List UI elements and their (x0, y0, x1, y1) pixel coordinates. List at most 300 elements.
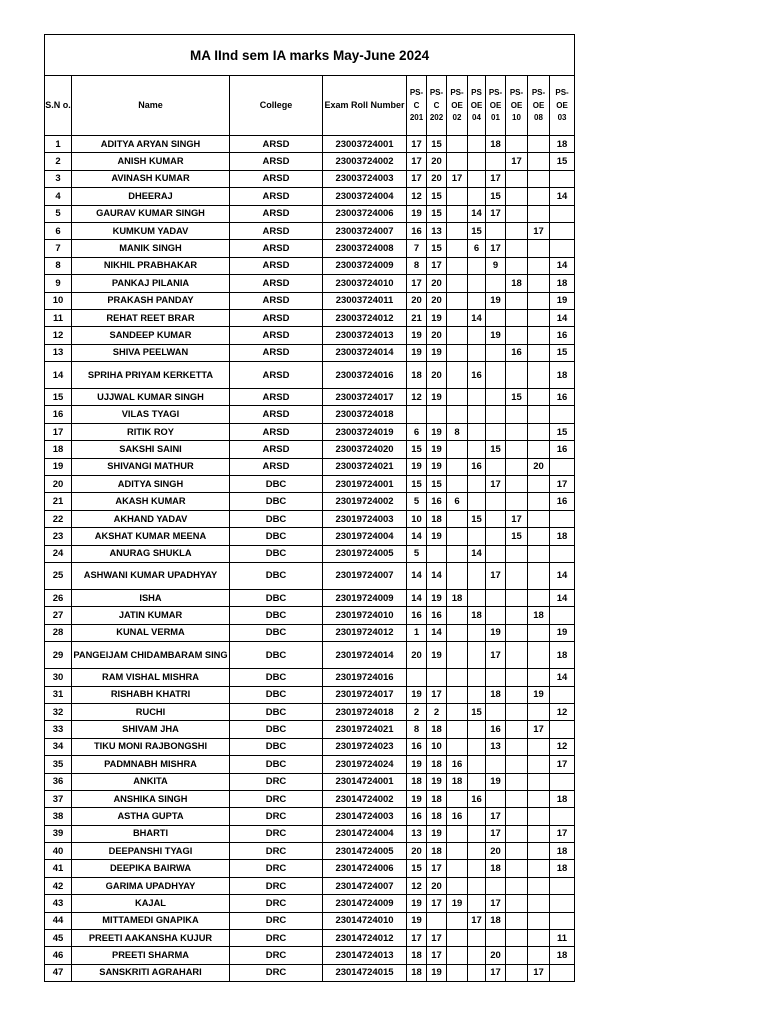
cell-sn: 32 (45, 703, 72, 720)
cell-mark (447, 562, 468, 589)
cell-mark (506, 703, 528, 720)
cell-sn: 45 (45, 930, 72, 947)
cell-sn: 15 (45, 389, 72, 406)
cell-mark (447, 930, 468, 947)
cell-mark (506, 136, 528, 153)
cell-college: ARSD (230, 327, 323, 344)
cell-mark (468, 423, 486, 440)
cell-college: DRC (230, 825, 323, 842)
table-row (45, 790, 575, 807)
cell-mark (506, 843, 528, 860)
cell-name: ASHWANI KUMAR UPADHYAY (72, 562, 230, 589)
cell-mark (427, 545, 447, 562)
cell-roll: 23019724003 (323, 510, 407, 527)
cell-mark: 20 (427, 327, 447, 344)
cell-sn: 38 (45, 808, 72, 825)
cell-mark: 20 (427, 292, 447, 309)
cell-sn: 41 (45, 860, 72, 877)
cell-mark (447, 309, 468, 326)
cell-mark (447, 642, 468, 669)
cell-mark: 20 (528, 458, 550, 475)
cell-mark (506, 441, 528, 458)
cell-mark: 17 (427, 947, 447, 964)
cell-mark (468, 406, 486, 423)
cell-name: SANDEEP KUMAR (72, 327, 230, 344)
cell-mark (468, 930, 486, 947)
cell-mark: 20 (427, 170, 447, 187)
cell-mark: 17 (550, 825, 575, 842)
cell-mark: 12 (550, 738, 575, 755)
header-subject-part: OE (489, 100, 502, 110)
cell-mark: 19 (550, 292, 575, 309)
cell-mark: 16 (407, 222, 427, 239)
cell-sn: 36 (45, 773, 72, 790)
header-name: Name (72, 76, 230, 136)
cell-mark: 17 (486, 642, 506, 669)
cell-mark (468, 686, 486, 703)
cell-mark (468, 344, 486, 361)
cell-sn: 9 (45, 275, 72, 292)
cell-mark: 18 (427, 843, 447, 860)
cell-mark (528, 292, 550, 309)
table-row (45, 607, 575, 624)
cell-name: PREETI SHARMA (72, 947, 230, 964)
cell-mark (528, 825, 550, 842)
cell-college: ARSD (230, 205, 323, 222)
cell-mark (447, 877, 468, 894)
cell-mark: 14 (550, 257, 575, 274)
header-subject-part: PS- (509, 88, 524, 98)
table-row (45, 389, 575, 406)
table-row (45, 362, 575, 389)
cell-mark (468, 476, 486, 493)
cell-roll: 23019724001 (323, 476, 407, 493)
cell-name: SHIVANGI MATHUR (72, 458, 230, 475)
header-subject-part: OE (556, 100, 568, 110)
cell-name: UJJWAL KUMAR SINGH (72, 389, 230, 406)
cell-name: ADITYA SINGH (72, 476, 230, 493)
table-row (45, 476, 575, 493)
cell-name: RAM VISHAL MISHRA (72, 669, 230, 686)
cell-mark (447, 686, 468, 703)
cell-name: DEEPANSHI TYAGI (72, 843, 230, 860)
cell-mark (528, 406, 550, 423)
cell-sn: 30 (45, 669, 72, 686)
cell-college: ARSD (230, 188, 323, 205)
cell-college: DBC (230, 528, 323, 545)
table-body (45, 35, 575, 982)
cell-mark: 19 (427, 423, 447, 440)
cell-mark: 6 (447, 493, 468, 510)
table-row (45, 205, 575, 222)
cell-roll: 23019724023 (323, 738, 407, 755)
cell-roll: 23003724020 (323, 441, 407, 458)
cell-mark (528, 441, 550, 458)
cell-sn: 13 (45, 344, 72, 361)
table-row (45, 170, 575, 187)
cell-college: ARSD (230, 153, 323, 170)
cell-mark (486, 406, 506, 423)
cell-roll: 23019724018 (323, 703, 407, 720)
cell-mark (550, 721, 575, 738)
cell-mark: 17 (427, 860, 447, 877)
cell-mark: 17 (486, 964, 506, 981)
header-subject-part: OE (510, 100, 523, 110)
cell-mark: 20 (486, 947, 506, 964)
table-row (45, 912, 575, 929)
cell-mark (550, 895, 575, 912)
cell-mark (447, 510, 468, 527)
cell-mark (506, 257, 528, 274)
cell-mark (506, 964, 528, 981)
header-subject-part: OE (451, 100, 463, 110)
cell-name: AKHAND YADAV (72, 510, 230, 527)
cell-mark: 17 (407, 275, 427, 292)
cell-mark (468, 257, 486, 274)
header-subject-part: C (413, 100, 420, 110)
cell-mark (528, 275, 550, 292)
cell-mark: 19 (427, 458, 447, 475)
cell-mark: 14 (550, 309, 575, 326)
cell-mark (447, 790, 468, 807)
cell-roll: 23014724002 (323, 790, 407, 807)
cell-sn: 19 (45, 458, 72, 475)
cell-college: DRC (230, 843, 323, 860)
cell-roll: 23003724010 (323, 275, 407, 292)
cell-mark: 10 (407, 510, 427, 527)
cell-name: GARIMA UPADHYAY (72, 877, 230, 894)
cell-mark: 17 (486, 170, 506, 187)
cell-college: ARSD (230, 362, 323, 389)
cell-sn: 20 (45, 476, 72, 493)
cell-name: DEEPIKA BAIRWA (72, 860, 230, 877)
cell-mark (506, 721, 528, 738)
cell-mark: 17 (427, 257, 447, 274)
cell-mark: 18 (407, 773, 427, 790)
cell-mark: 18 (427, 790, 447, 807)
cell-mark: 15 (407, 476, 427, 493)
cell-mark: 17 (427, 686, 447, 703)
cell-college: DBC (230, 545, 323, 562)
cell-mark: 6 (468, 240, 486, 257)
cell-mark (447, 344, 468, 361)
cell-mark: 17 (407, 170, 427, 187)
cell-mark (550, 406, 575, 423)
cell-mark (427, 912, 447, 929)
cell-mark: 17 (506, 510, 528, 527)
table-row (45, 756, 575, 773)
cell-mark (468, 136, 486, 153)
header-subject (447, 76, 468, 136)
cell-name: SPRIHA PRIYAM KERKETTA (72, 362, 230, 389)
cell-mark (528, 362, 550, 389)
cell-mark: 19 (427, 964, 447, 981)
cell-mark (468, 153, 486, 170)
cell-mark (506, 930, 528, 947)
table-row (45, 423, 575, 440)
cell-roll: 23014724013 (323, 947, 407, 964)
cell-college: DBC (230, 738, 323, 755)
cell-mark: 18 (427, 808, 447, 825)
cell-mark (506, 205, 528, 222)
cell-college: ARSD (230, 309, 323, 326)
cell-mark: 15 (427, 476, 447, 493)
cell-college: DBC (230, 493, 323, 510)
cell-college: DBC (230, 721, 323, 738)
cell-mark (506, 790, 528, 807)
cell-mark: 18 (407, 362, 427, 389)
title-row (45, 35, 575, 76)
cell-mark: 16 (468, 790, 486, 807)
cell-roll: 23003724013 (323, 327, 407, 344)
cell-sn: 34 (45, 738, 72, 755)
cell-mark (447, 389, 468, 406)
cell-sn: 22 (45, 510, 72, 527)
cell-roll: 23019724021 (323, 721, 407, 738)
cell-mark: 18 (550, 947, 575, 964)
cell-name: SANSKRITI AGRAHARI (72, 964, 230, 981)
cell-mark: 17 (407, 930, 427, 947)
cell-mark (486, 510, 506, 527)
cell-sn: 5 (45, 205, 72, 222)
cell-roll: 23003724004 (323, 188, 407, 205)
header-college: College (230, 76, 323, 136)
cell-sn: 18 (45, 441, 72, 458)
cell-sn: 33 (45, 721, 72, 738)
cell-mark (468, 860, 486, 877)
cell-mark: 6 (407, 423, 427, 440)
cell-mark: 15 (468, 703, 486, 720)
cell-mark (506, 222, 528, 239)
cell-mark: 2 (427, 703, 447, 720)
header-subject-part: 201 (409, 113, 424, 123)
cell-mark (407, 669, 427, 686)
table-row (45, 860, 575, 877)
cell-mark (468, 964, 486, 981)
cell-mark (468, 589, 486, 606)
cell-mark: 15 (550, 423, 575, 440)
cell-mark (528, 912, 550, 929)
cell-mark: 18 (550, 843, 575, 860)
cell-mark (468, 170, 486, 187)
cell-mark (550, 686, 575, 703)
header-subject-part: PS (471, 88, 482, 98)
cell-mark (427, 669, 447, 686)
cell-mark: 16 (486, 721, 506, 738)
cell-mark (447, 947, 468, 964)
cell-roll: 23019724007 (323, 562, 407, 589)
cell-name: GAURAV KUMAR SINGH (72, 205, 230, 222)
cell-mark (468, 188, 486, 205)
table-row (45, 930, 575, 947)
cell-mark: 15 (427, 136, 447, 153)
cell-college: DRC (230, 860, 323, 877)
cell-mark (550, 912, 575, 929)
header-roll: Exam Roll Number (323, 76, 407, 136)
cell-mark (506, 493, 528, 510)
cell-mark: 19 (486, 292, 506, 309)
cell-mark: 14 (407, 528, 427, 545)
cell-mark: 11 (550, 930, 575, 947)
table-row (45, 562, 575, 589)
cell-mark: 17 (528, 964, 550, 981)
cell-sn: 39 (45, 825, 72, 842)
cell-mark: 20 (407, 642, 427, 669)
cell-mark: 17 (506, 153, 528, 170)
cell-mark (528, 327, 550, 344)
cell-college: DRC (230, 877, 323, 894)
cell-mark: 17 (486, 476, 506, 493)
cell-mark: 20 (427, 362, 447, 389)
cell-mark (550, 773, 575, 790)
cell-roll: 23014724015 (323, 964, 407, 981)
cell-mark (528, 389, 550, 406)
cell-mark: 18 (468, 607, 486, 624)
cell-mark (447, 458, 468, 475)
cell-college: DBC (230, 476, 323, 493)
cell-mark (528, 756, 550, 773)
cell-mark (486, 607, 506, 624)
cell-mark (506, 877, 528, 894)
cell-college: ARSD (230, 257, 323, 274)
cell-sn: 31 (45, 686, 72, 703)
cell-college: DRC (230, 895, 323, 912)
cell-mark: 20 (407, 292, 427, 309)
cell-college: DBC (230, 642, 323, 669)
cell-mark (506, 947, 528, 964)
table-row (45, 877, 575, 894)
cell-roll: 23003724007 (323, 222, 407, 239)
cell-mark (468, 756, 486, 773)
cell-mark (468, 843, 486, 860)
cell-name: ADITYA ARYAN SINGH (72, 136, 230, 153)
cell-sn: 2 (45, 153, 72, 170)
cell-mark (468, 895, 486, 912)
cell-mark (550, 808, 575, 825)
cell-roll: 23003724017 (323, 389, 407, 406)
cell-mark: 16 (550, 389, 575, 406)
cell-college: DBC (230, 669, 323, 686)
cell-mark (528, 510, 550, 527)
cell-name: TIKU MONI RAJBONGSHI (72, 738, 230, 755)
page-title: MA IInd sem IA marks May-June 2024 (45, 35, 575, 76)
cell-mark: 15 (468, 222, 486, 239)
header-subject-part: C (433, 100, 440, 110)
cell-mark: 17 (528, 222, 550, 239)
cell-mark: 19 (486, 327, 506, 344)
cell-mark (528, 930, 550, 947)
cell-mark: 18 (550, 275, 575, 292)
cell-mark (468, 877, 486, 894)
table-row (45, 309, 575, 326)
cell-college: DRC (230, 912, 323, 929)
cell-roll: 23014724006 (323, 860, 407, 877)
cell-mark (528, 545, 550, 562)
cell-mark (486, 669, 506, 686)
cell-mark (528, 170, 550, 187)
cell-college: DRC (230, 964, 323, 981)
cell-mark (550, 240, 575, 257)
cell-mark: 19 (427, 309, 447, 326)
cell-name: REHAT REET BRAR (72, 309, 230, 326)
cell-mark: 15 (506, 389, 528, 406)
table-row (45, 441, 575, 458)
header-row (45, 76, 575, 136)
table-row (45, 153, 575, 170)
cell-mark: 14 (468, 205, 486, 222)
table-row (45, 458, 575, 475)
cell-mark: 17 (550, 476, 575, 493)
cell-mark (506, 170, 528, 187)
cell-college: ARSD (230, 458, 323, 475)
cell-mark: 19 (486, 773, 506, 790)
cell-mark: 19 (407, 756, 427, 773)
cell-sn: 25 (45, 562, 72, 589)
table-row (45, 808, 575, 825)
cell-mark (447, 362, 468, 389)
cell-mark: 16 (427, 493, 447, 510)
cell-sn: 4 (45, 188, 72, 205)
cell-roll: 23003724008 (323, 240, 407, 257)
table-row (45, 528, 575, 545)
cell-mark (468, 275, 486, 292)
table-row (45, 510, 575, 527)
cell-mark (486, 222, 506, 239)
cell-roll: 23014724007 (323, 877, 407, 894)
cell-name: RISHABH KHATRI (72, 686, 230, 703)
header-subject (407, 76, 427, 136)
cell-college: ARSD (230, 292, 323, 309)
cell-mark (506, 756, 528, 773)
cell-sn: 16 (45, 406, 72, 423)
cell-mark (447, 188, 468, 205)
cell-mark (506, 738, 528, 755)
cell-roll: 23019724012 (323, 624, 407, 641)
cell-mark (528, 562, 550, 589)
cell-mark: 16 (468, 458, 486, 475)
cell-mark: 17 (447, 170, 468, 187)
cell-mark: 17 (427, 930, 447, 947)
cell-mark (447, 860, 468, 877)
header-subject (486, 76, 506, 136)
cell-mark (550, 458, 575, 475)
cell-sn: 11 (45, 309, 72, 326)
cell-mark: 1 (407, 624, 427, 641)
cell-mark (506, 912, 528, 929)
cell-mark (528, 188, 550, 205)
cell-mark (486, 362, 506, 389)
cell-mark (468, 292, 486, 309)
cell-mark: 15 (550, 153, 575, 170)
cell-mark: 19 (427, 344, 447, 361)
cell-mark: 8 (447, 423, 468, 440)
cell-sn: 10 (45, 292, 72, 309)
cell-mark: 19 (427, 441, 447, 458)
cell-mark: 14 (407, 562, 427, 589)
cell-mark (528, 528, 550, 545)
cell-mark (550, 222, 575, 239)
cell-mark (528, 309, 550, 326)
cell-mark (447, 912, 468, 929)
cell-name: KAJAL (72, 895, 230, 912)
cell-mark (486, 703, 506, 720)
cell-roll: 23003724003 (323, 170, 407, 187)
cell-mark: 19 (407, 686, 427, 703)
cell-mark (528, 136, 550, 153)
cell-mark: 19 (447, 895, 468, 912)
cell-college: DBC (230, 589, 323, 606)
cell-mark: 15 (407, 441, 427, 458)
